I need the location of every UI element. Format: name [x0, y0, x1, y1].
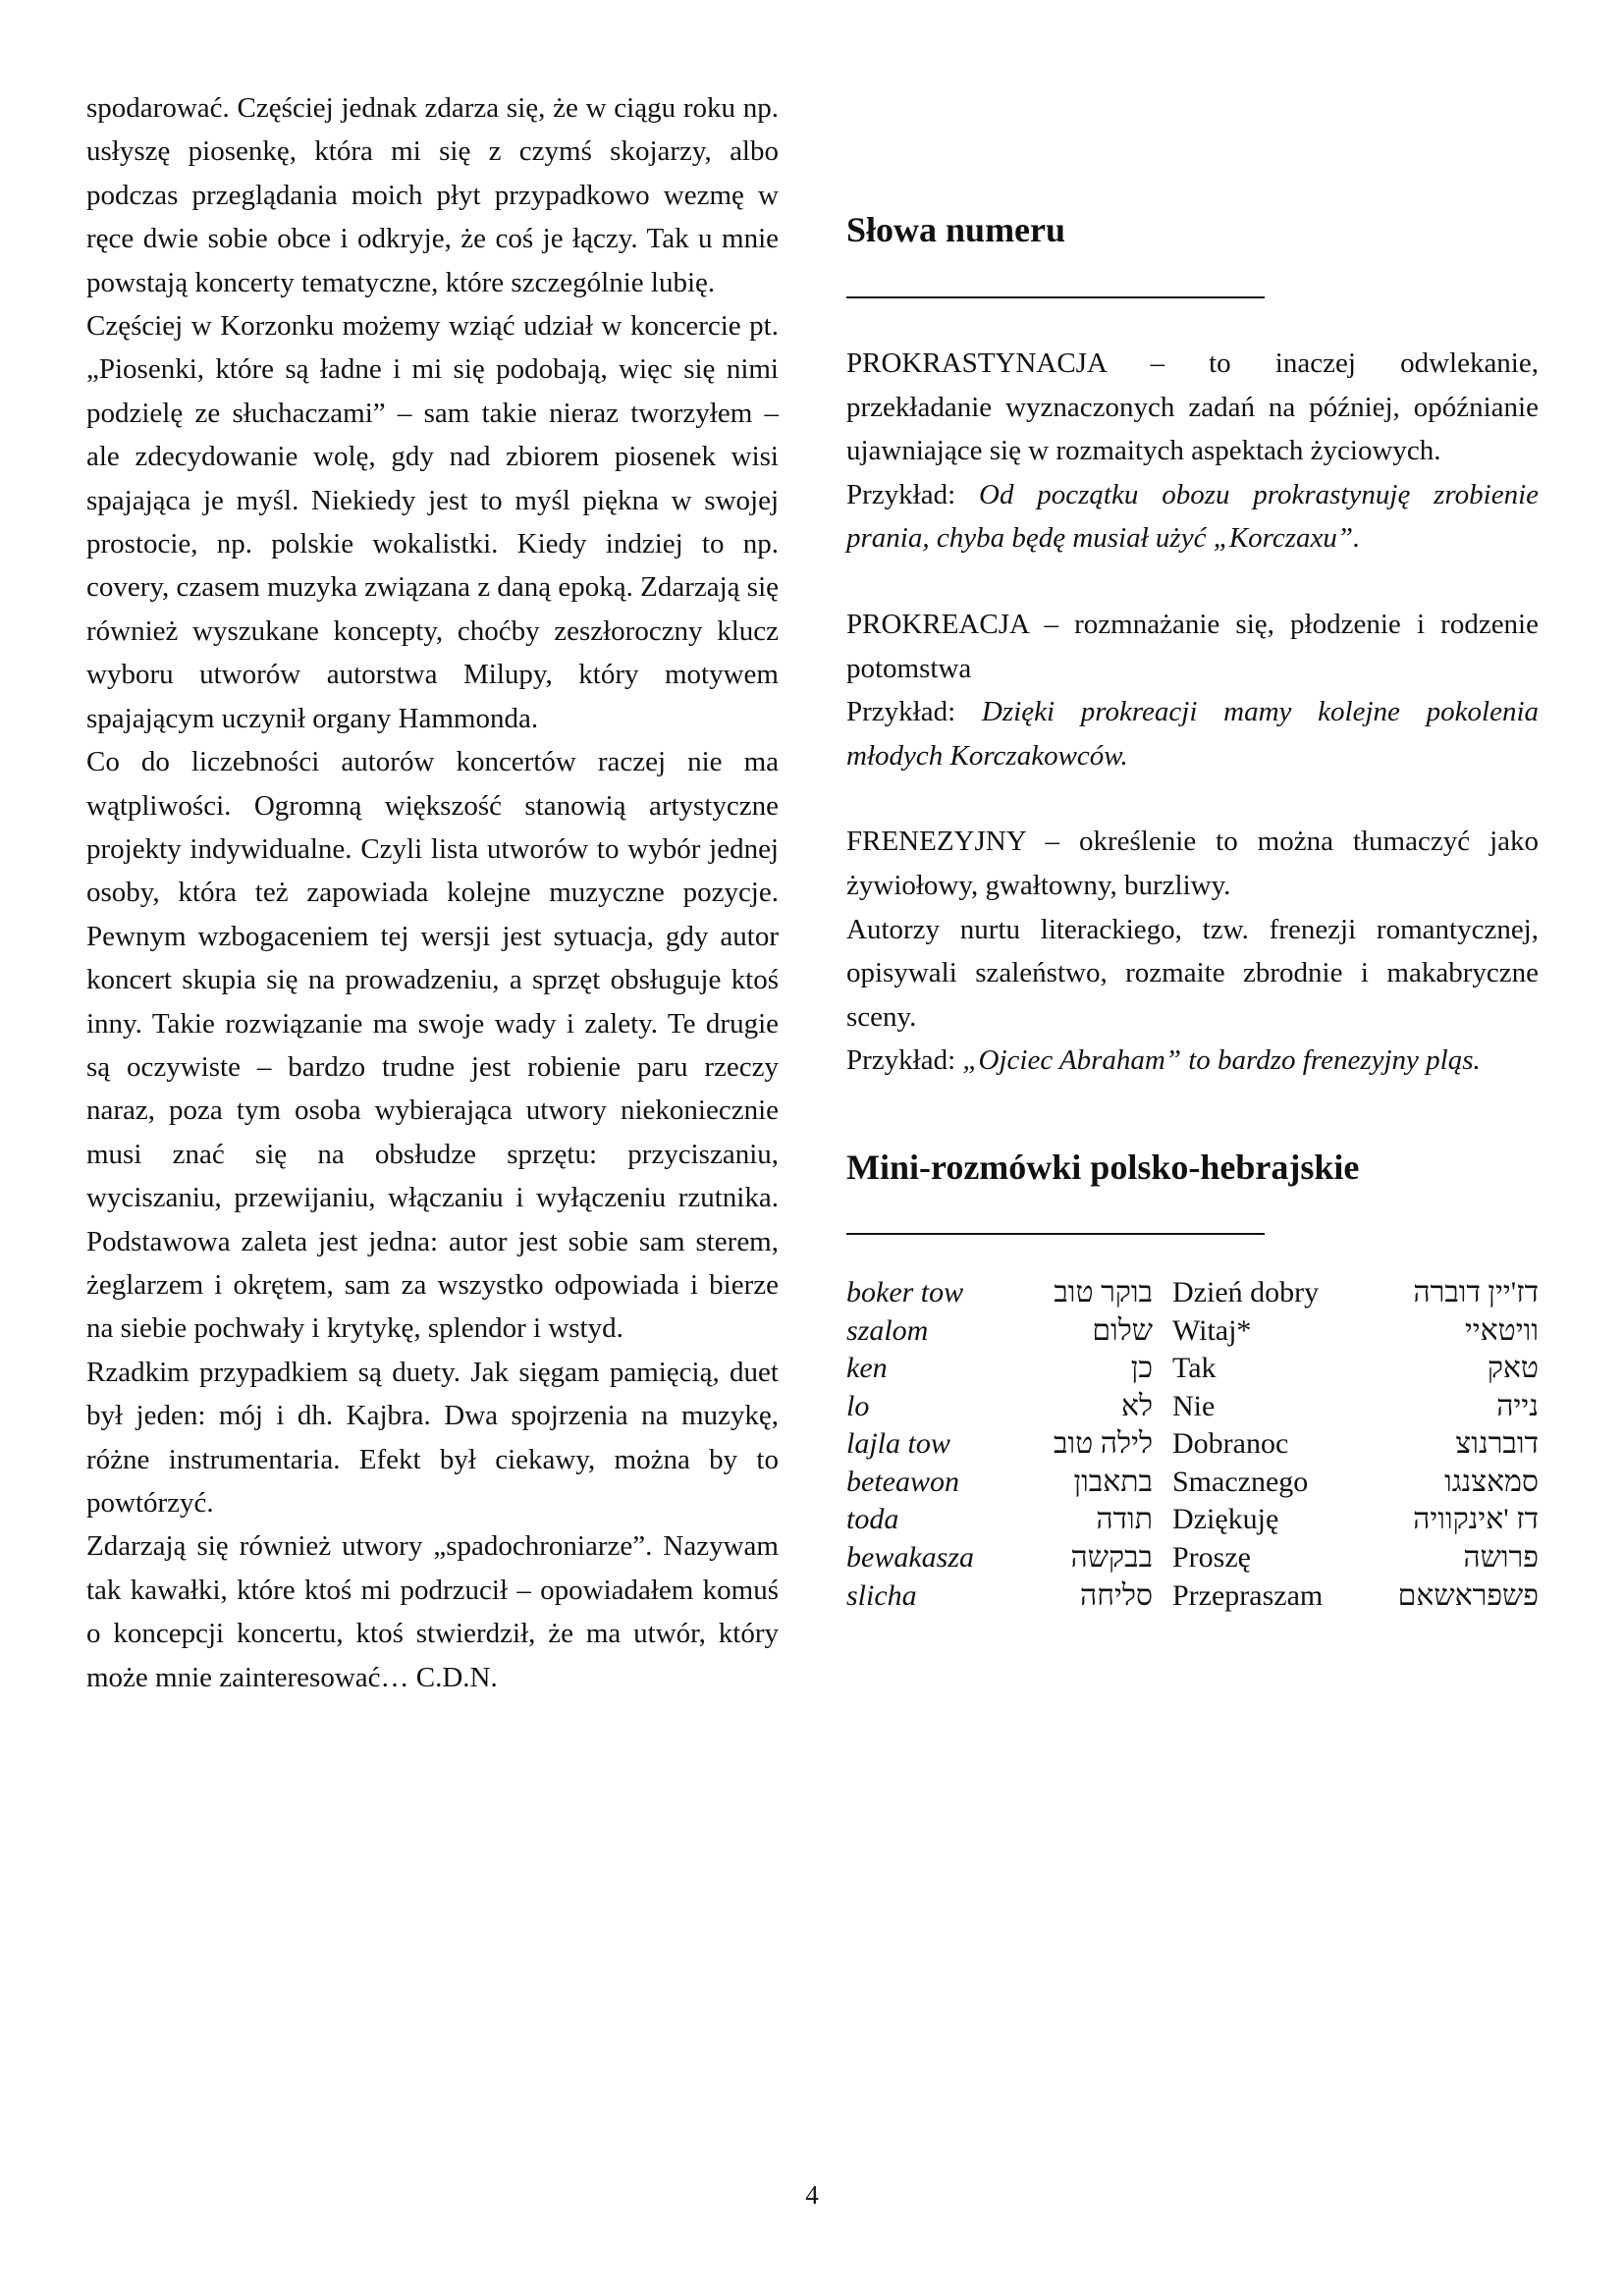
word-entry-prokrastynacja — [846, 342, 1539, 561]
word-definition: FRENEZYJNY – określenie to można tłumaczyć jako żywiołowy, gwałtowny, burzliwy. — [846, 826, 1539, 901]
phrase-hebrew: בתאבון — [1073, 1465, 1153, 1498]
column-gap — [1153, 1539, 1172, 1577]
phrase-hebrew: בבקשה — [1070, 1541, 1153, 1575]
phrase-transliteration: lo — [846, 1389, 870, 1422]
phrase-polish-in-hebrew-script: דז 'אינקוויה — [1413, 1503, 1539, 1536]
phrase-transliteration: szalom — [846, 1313, 929, 1347]
phrase-transliteration: slicha — [846, 1578, 917, 1612]
phrase-row — [846, 1539, 1539, 1577]
phrase-row — [846, 1425, 1539, 1464]
column-gap — [1153, 1464, 1172, 1502]
phrase-polish: Tak — [1172, 1352, 1217, 1385]
phrase-polish: Przepraszam — [1172, 1578, 1324, 1612]
word-extra: Autorzy nurtu literackiego, tzw. frenezji romantycznej, opisywali szaleństwo, rozmaite zbrodnie i makabryczne sceny. — [846, 913, 1539, 1033]
phrase-transliteration: beteawon — [846, 1465, 959, 1498]
heading-underline — [846, 296, 1265, 298]
phrase-polish-in-hebrew-script: פשפראשאם — [1397, 1578, 1539, 1612]
example-text: Od początku obozu prokrastynuję zrobienie prania, chyba będę musiał użyć „Korczaxu”. — [846, 478, 1540, 555]
phrase-polish-in-hebrew-script: פרושה — [1463, 1541, 1539, 1575]
column-gap — [1153, 1274, 1172, 1312]
phrase-hebrew: שלום — [1092, 1313, 1153, 1347]
phrase-polish: Dziękuję — [1172, 1503, 1279, 1536]
phrase-transliteration: toda — [846, 1503, 899, 1536]
word-definition: PROKREACJA – rozmnażanie się, płodzenie i rodzenie potomstwa — [846, 608, 1539, 684]
left-column — [86, 86, 779, 1699]
article-paragraph: Rzadkim przypadkiem są duety. Jak sięgam pamięcią, duet był jeden: mój i dh. Kajbra. Dwa spojrzenia na muzykę, różne instrumentaria. Efekt był ciekawy, można by to powtórzyć. — [86, 1356, 779, 1519]
phrase-polish: Dobranoc — [1172, 1427, 1289, 1461]
phrase-transliteration: boker tow — [846, 1275, 964, 1308]
right-column — [846, 208, 1539, 1615]
example-label: Przykład: — [846, 696, 956, 728]
phrase-hebrew: לא — [1120, 1389, 1153, 1422]
phrasebook-heading: Mini-rozmówki polsko-hebrajskie — [846, 1147, 1360, 1187]
example-text: Dzięki prokreacji mamy kolejne pokolenia młodych Korczakowców. — [846, 696, 1540, 772]
example-text: „Ojciec Abraham” to bardzo frenezyjny pląs. — [962, 1044, 1481, 1077]
phrase-row — [846, 1501, 1539, 1539]
phrase-row — [846, 1350, 1539, 1388]
phrase-polish-in-hebrew-script: דז'יין דוברה — [1413, 1275, 1539, 1308]
article-paragraph: Zdarzają się również utwory „spadochroniarze”. Nazywam tak kawałki, które ktoś mi podrzucił – opowiadałem komuś o koncepcji koncertu, ktoś stwierdził, że ma utwór, który może mnie zainteresować… C.D.N. — [86, 1530, 779, 1693]
phrase-row — [846, 1388, 1539, 1426]
article-paragraph: Co do liczebności autorów koncertów raczej nie ma wątpliwości. Ogromną większość stanowią artystyczne projekty indywidualne. Czyli lista utworów to wybór jednej osoby, która też zapowiada kolejne muzyczne pozycje. Pewnym wzbogaceniem tej wersji jest sytuacja, gdy autor koncert skupia się na prowadzeniu, a sprzęt obsługuje ktoś inny. Takie rozwiązanie ma swoje wady i zalety. Te drugie są oczywiste – bardzo trudne jest robienie paru rzeczy naraz, poza tym osoba wybierająca utwory niekoniecznie musi znać się na obsłudze sprzętu: przyciszaniu, wyciszaniu, przewijaniu, włączaniu i wyłączeniu rzutnika. Podstawowa zaleta jest jedna: autor jest sobie sam sterem, żeglarzem i okrętem, sam za wszystko odpowiada i bierze na siebie pochwały i krytykę, splendor i wstyd. — [86, 746, 779, 1345]
phrasebook-body — [846, 1274, 1539, 1615]
word-entry-frenezyjny — [846, 820, 1539, 1083]
example-label: Przykład: — [846, 478, 956, 510]
phrase-polish-in-hebrew-script: טאק — [1487, 1352, 1539, 1385]
example-label: Przykład: — [846, 1044, 956, 1077]
phrase-transliteration: lajla tow — [846, 1427, 950, 1461]
phrase-hebrew: לילה טוב — [1054, 1427, 1153, 1461]
words-heading: Słowa numeru — [846, 210, 1066, 249]
phrase-polish: Smacznego — [1172, 1465, 1309, 1498]
heading-underline — [846, 1233, 1265, 1235]
phrase-hebrew: כן — [1130, 1352, 1153, 1385]
article-paragraph: spodarować. Częściej jednak zdarza się, że w ciągu roku np. usłyszę piosenkę, która mi się z czymś skojarzy, albo podczas przeglądania moich płyt przypadkowo wezmę w ręce dwie sobie obce i odkryje, że coś je łączy. Tak u mnie powstają koncerty tematyczne, które szczególnie lubię. — [86, 92, 779, 298]
word-entry-prokreacja — [846, 603, 1539, 777]
phrase-polish: Proszę — [1172, 1541, 1251, 1575]
column-gap — [1153, 1425, 1172, 1464]
column-gap — [1153, 1312, 1172, 1351]
phrase-row — [846, 1312, 1539, 1351]
phrase-row — [846, 1464, 1539, 1502]
column-gap — [1153, 1577, 1172, 1616]
column-gap — [1153, 1501, 1172, 1539]
phrase-hebrew: בוקר טוב — [1054, 1275, 1153, 1308]
phrase-polish: Dzień dobry — [1172, 1275, 1320, 1308]
phrasebook-table — [846, 1274, 1539, 1615]
column-gap — [1153, 1350, 1172, 1388]
phrase-polish-in-hebrew-script: וויטאיי — [1464, 1313, 1539, 1347]
phrase-transliteration: ken — [846, 1352, 888, 1385]
word-definition: PROKRASTYNACJA – to inaczej odwlekanie, przekładanie wyznaczonych zadań na później, opóźnianie ujawniające się w rozmaitych aspektach życiowych. — [846, 347, 1539, 467]
phrase-row — [846, 1274, 1539, 1312]
column-gap — [1153, 1388, 1172, 1426]
word-example — [846, 690, 1539, 777]
word-example — [846, 473, 1539, 561]
phrase-hebrew: תודה — [1096, 1503, 1153, 1536]
article-paragraph: Częściej w Korzonku możemy wziąć udział w koncercie pt. „Piosenki, które są ładne i mi się podobają, więc się nimi podzielę ze słuchaczami” – sam takie nieraz tworzyłem – ale zdecydowanie wolę, gdy nad zbiorem piosenek wisi spajająca je myśl. Niekiedy jest to myśl piękna w swojej prostocie, np. polskie wokalistki. Kiedy indziej to np. covery, czasem muzyka związana z daną epoką. Zdarzają się również wyszukane koncepty, choćby zeszłoroczny klucz wyboru utworów autorstwa Milupy, który motywem spajającym uczynił organy Hammonda. — [86, 310, 779, 734]
phrase-polish-in-hebrew-script: סמאצנגו — [1444, 1465, 1539, 1498]
phrase-row — [846, 1577, 1539, 1616]
phrase-polish: Witaj* — [1172, 1313, 1252, 1347]
phrase-polish: Nie — [1172, 1389, 1216, 1422]
phrase-polish-in-hebrew-script: נייה — [1496, 1389, 1539, 1422]
phrase-transliteration: bewakasza — [846, 1541, 974, 1575]
word-example — [846, 1039, 1539, 1083]
phrase-hebrew: סליחה — [1080, 1578, 1153, 1612]
phrase-polish-in-hebrew-script: דוברנוצ — [1455, 1427, 1539, 1461]
page-number: 4 — [805, 2180, 819, 2210]
